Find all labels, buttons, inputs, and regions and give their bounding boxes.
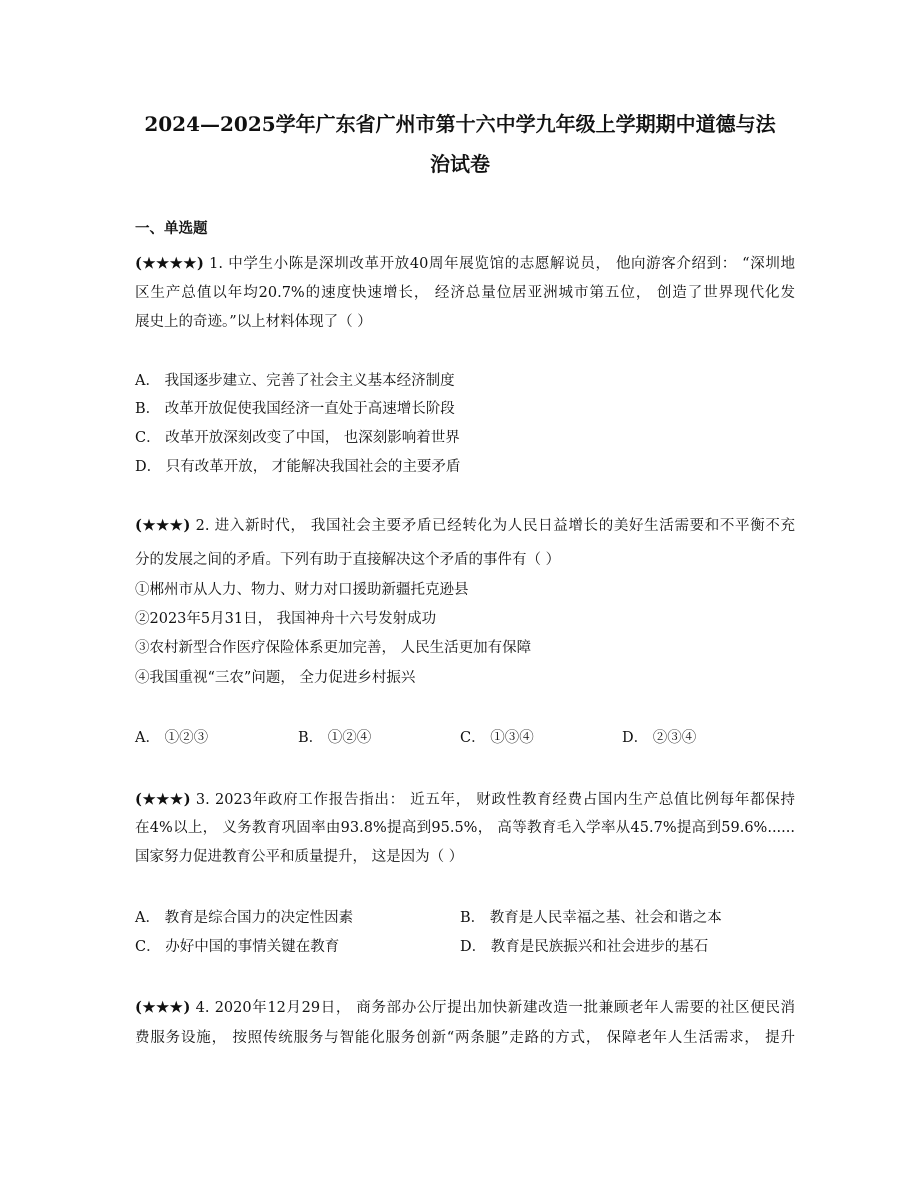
q4-line (135, 998, 795, 1018)
q1-option-d: D． 只有改革开放， 才能解决我国社会的主要矛盾 (135, 459, 461, 475)
q3-line: 国家努力促进教育公平和质量提升， 这是因为（ ） (135, 849, 464, 865)
q2-item: ①郴州市从人力、物力、财力对口援助新疆托克逊县 (135, 582, 469, 598)
q1-option-c: C． 改革开放深刻改变了中国， 也深刻影响着世界 (135, 430, 460, 446)
q3-line (135, 790, 795, 810)
q3-text: 3. 2023年政府工作报告指出： 近五年， 财政性教育经费占国内生产总值比例每年都保持 (195, 792, 796, 808)
q2-option-d: D． ②③④ (622, 730, 697, 746)
exam-title-cont: 治试卷 (430, 152, 490, 176)
q1-line: 区生产总值以年均20.7%的速度快速增长， 经济总量位居亚洲城市第五位， 创造了世界现代化发 (135, 285, 795, 301)
difficulty-stars: (★★★★) (135, 255, 204, 272)
q3-line: 在4%以上， 义务教育巩固率由93.8%提高到95.5%， 高等教育毛入学率从45.7%提高到59.6%...... (135, 820, 795, 836)
q3-option-a: A． 教育是综合国力的决定性因素 (135, 910, 354, 926)
difficulty-stars: (★★★) (135, 517, 191, 534)
q2-line: 分的发展之间的矛盾。下列有助于直接解决这个矛盾的事件有（ ） (135, 552, 561, 568)
difficulty-stars: (★★★) (135, 791, 191, 808)
q3-option-c: C． 办好中国的事情关键在教育 (135, 939, 340, 955)
q1-line (135, 254, 795, 274)
q2-text: 2. 进入新时代， 我国社会主要矛盾已经转化为人民日益增长的美好生活需要和不平衡不充 (195, 518, 796, 534)
difficulty-stars: (★★★) (135, 999, 191, 1016)
exam-title: 2024—2025学年广东省广州市第十六中学九年级上学期期中道德与法 (144, 112, 776, 136)
q3-option-d: D． 教育是民族振兴和社会进步的基石 (460, 939, 709, 955)
q2-item: ②2023年5月31日， 我国神舟十六号发射成功 (135, 611, 437, 627)
q1-text: 1. 中学生小陈是深圳改革开放40周年展览馆的志愿解说员， 他向游客介绍到： “深圳地 (209, 256, 796, 272)
q1-option-a: A． 我国逐步建立、完善了社会主义基本经济制度 (135, 373, 455, 389)
q2-item: ③农村新型合作医疗保险体系更加完善， 人民生活更加有保障 (135, 640, 532, 656)
q2-item: ④我国重视“三农”问题， 全力促进乡村振兴 (135, 670, 416, 686)
q1-option-b: B． 改革开放促使我国经济一直处于高速增长阶段 (135, 401, 455, 417)
q4-line: 费服务设施， 按照传统服务与智能化服务创新“两条腿”走路的方式， 保障老年人生活需求， 提升 (135, 1030, 795, 1046)
q4-text: 4. 2020年12月29日， 商务部办公厅提出加快新建改造一批兼顾老年人需要的社区便民消 (195, 1000, 796, 1016)
section-heading: 一、单选题 (135, 220, 208, 237)
q2-line (135, 516, 795, 536)
q3-option-b: B． 教育是人民幸福之基、社会和谐之本 (460, 910, 722, 926)
q1-line: 展史上的奇迹。”以上材料体现了（ ） (135, 314, 372, 330)
q2-option-b: B． ①②④ (298, 730, 372, 746)
q2-option-a: A． ①②③ (135, 730, 209, 746)
q2-option-c: C． ①③④ (460, 730, 534, 746)
